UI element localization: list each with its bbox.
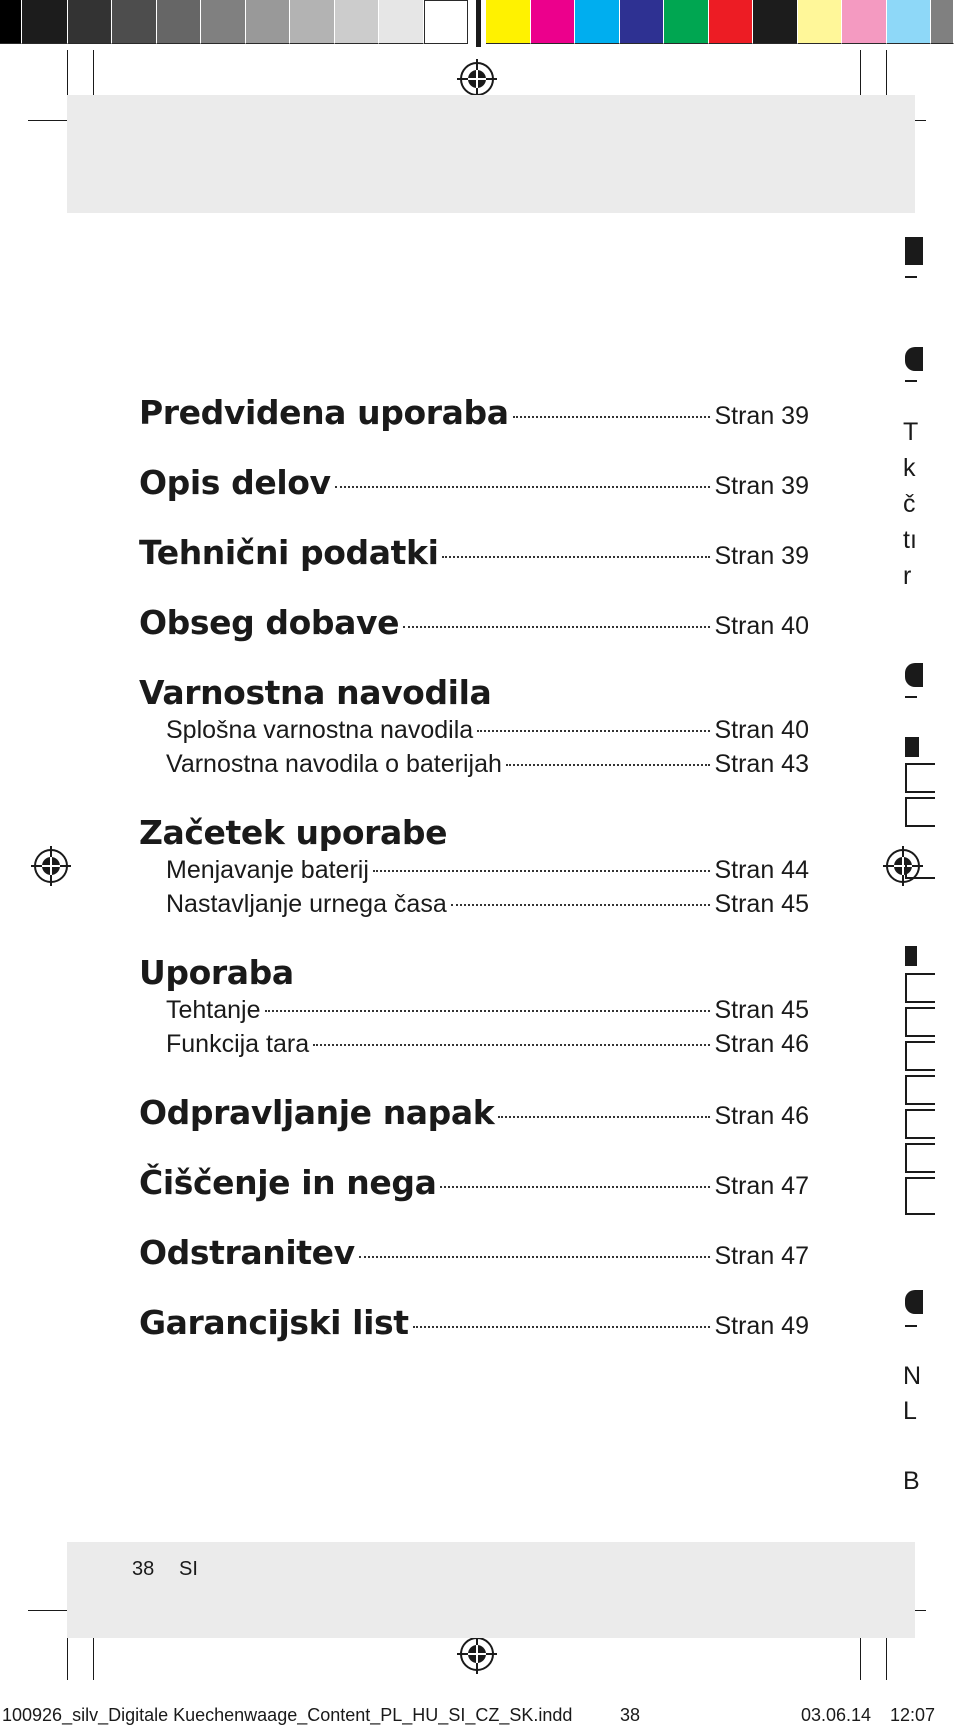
- slug-filename: 100926_silv_Digitale Kuechenwaage_Content_PL_HU_SI_CZ_SK.indd: [2, 1705, 573, 1725]
- toc-page-ref: Stran 39: [714, 472, 809, 500]
- fragment-table-cell: [905, 859, 935, 879]
- toc-sub-title: Tehtanje: [166, 996, 261, 1024]
- toc-section-heading[interactable]: Uporaba: [139, 953, 294, 992]
- toc-sub-title: Varnostna navodila o baterijah: [166, 750, 502, 778]
- toc-page-ref: Stran 47: [714, 1242, 809, 1270]
- fragment-table-cell: [905, 1041, 935, 1071]
- page-number: 38: [132, 1558, 155, 1580]
- fragment-table-cell: [905, 763, 935, 793]
- toc-page-ref: Stran 40: [714, 612, 809, 640]
- toc-section-heading[interactable]: Začetek uporabe: [139, 813, 448, 852]
- toc-page-ref: Stran 46: [714, 1030, 809, 1058]
- toc-sub-title: Funkcija tara: [166, 1030, 310, 1058]
- fragment-heading-block: [905, 663, 923, 687]
- toc-page-ref: Stran 46: [714, 1102, 809, 1130]
- fragment-letter: k: [903, 454, 916, 482]
- fragment-rule: [905, 380, 917, 382]
- fragment-letter: B: [903, 1467, 920, 1495]
- fragment-table-cell: [905, 1143, 935, 1173]
- fragment-rule: [905, 696, 917, 698]
- fragment-table-cell: [905, 1075, 935, 1105]
- fragment-heading-block: [905, 737, 919, 757]
- fragment-rule: [905, 1325, 917, 1327]
- toc-title: Predvidena uporaba: [139, 393, 509, 432]
- fragment-letter: tı: [903, 526, 917, 554]
- slug-page: 38: [620, 1705, 641, 1725]
- toc-title: Tehnični podatki: [139, 533, 439, 572]
- slug-date: 03.06.14: [801, 1705, 872, 1725]
- toc-title: Garancijski list: [139, 1303, 409, 1342]
- toc-sub-title: Nastavljanje urnega časa: [166, 890, 447, 918]
- toc-page-ref: Stran 45: [714, 996, 809, 1024]
- fragment-letter: č: [903, 490, 916, 518]
- fragment-heading-block: [905, 237, 923, 265]
- toc-page-ref: Stran 43: [714, 750, 809, 778]
- toc-page-ref: Stran 40: [714, 716, 809, 744]
- fragment-table-cell: [905, 1007, 935, 1037]
- toc-page-ref: Stran 44: [714, 856, 809, 884]
- toc-title: Čiščenje in nega: [139, 1163, 437, 1202]
- fragment-table-cell: [905, 973, 935, 1003]
- toc-section-heading[interactable]: Varnostna navodila: [139, 673, 492, 712]
- toc-title: Odstranitev: [139, 1233, 355, 1272]
- toc-title: Odpravljanje napak: [139, 1093, 495, 1132]
- toc-page-ref: Stran 49: [714, 1312, 809, 1340]
- toc-page-ref: Stran 39: [714, 542, 809, 570]
- fragment-heading-block: [905, 946, 917, 966]
- toc-sub-title: Menjavanje baterij: [166, 856, 369, 884]
- toc-title: Opis delov: [139, 463, 331, 502]
- slug-time: 12:07: [890, 1705, 936, 1725]
- fragment-letter: r: [903, 562, 912, 590]
- fragment-letter: N: [903, 1362, 922, 1390]
- fragment-heading-block: [905, 1290, 923, 1314]
- language-code: SI: [179, 1558, 198, 1580]
- fragment-heading-block: [905, 347, 923, 371]
- fragment-letter: T: [903, 418, 919, 446]
- fragment-table-cell: [905, 1109, 935, 1139]
- toc-sub-title: Splošna varnostna navodila: [166, 716, 474, 744]
- toc-page-ref: Stran 39: [714, 402, 809, 430]
- fragment-rule: [905, 276, 917, 278]
- fragment-letter: L: [903, 1397, 917, 1425]
- toc-title: Obseg dobave: [139, 603, 400, 642]
- toc-page-ref: Stran 45: [714, 890, 809, 918]
- fragment-table-cell: [905, 1177, 935, 1215]
- toc-page-ref: Stran 47: [714, 1172, 809, 1200]
- fragment-table-cell: [905, 797, 935, 827]
